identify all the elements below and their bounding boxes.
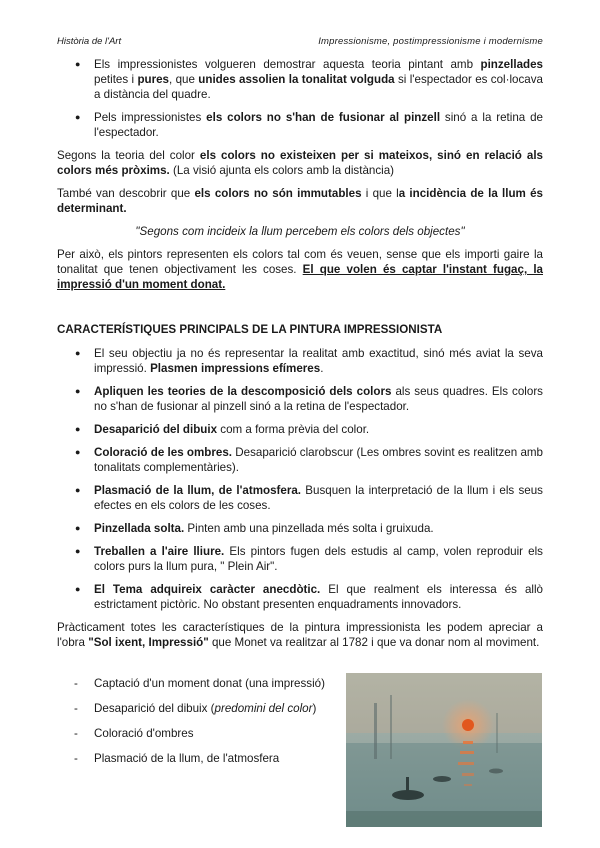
list-item: - Plasmació de la llum, de l'atmosfera [57, 751, 543, 766]
section-heading: CARACTERÍSTIQUES PRINCIPALS DE LA PINTURA IMPRESSIONISTA [57, 323, 443, 336]
header-left: Història de l'Art [57, 36, 122, 47]
quote: "Segons com incideix la llum percebem els colors dels objectes" [135, 225, 465, 238]
list-item: ● Pels impressionistes els colors no s'han de fusionar al pinzell sinó a la retina de l'espectador. [57, 110, 543, 140]
paragraph-instant: Per això, els pintors representen els colors tal com és veuen, sense que els importi gaire la tonalitat que tenen objectivament les coses. El que volen és captar l'instant fugaç, la impressió d'un moment donat. [57, 248, 543, 291]
paragraph-monet: Pràcticament totes les característiques de la pintura impressionista les podem apreciar a l'obra "Sol ixent, Impressió" que Monet va realitzar al 1782 i que va donar nom al moviment. [57, 621, 543, 649]
paragraph-light: També van descobrir que els colors no són immutables i que la incidència de la llum és determinant. [57, 187, 543, 215]
impression-sunrise-painting [346, 673, 542, 827]
page-content [57, 57, 543, 776]
feature-item: ● Treballen a l'aire lliure. Els pintors fugen dels estudis al camp, volen reproduir els colors purs la llum pura, " Plein Air". [57, 544, 543, 574]
list-item: ● Els impressionistes volgueren demostrar aquesta teoria pintant amb pinzellades petites i pures, que unides assolien la tonalitat volguda si l'espectador es col·locava a distància del quadre. [57, 57, 543, 102]
list-item: - Desaparició del dibuix (predomini del color) [57, 701, 543, 716]
header-right: Impressionisme, postimpressionisme i modernisme [318, 36, 543, 47]
feature-item: ● Desaparició del dibuix com a forma prèvia del color. [57, 422, 543, 437]
feature-item: ● Coloració de les ombres. Desaparició clarobscur (Les ombres sovint es realitzen amb tonalitats complementàries). [57, 445, 543, 475]
intro-bullets [57, 57, 543, 140]
feature-item: ● El Tema adquireix caràcter anecdòtic. El que realment els interessa és allò estrictament pictòric. No obstant presenten enquadraments innovadors. [57, 582, 543, 612]
list-item: - Coloració d'ombres [57, 726, 543, 741]
feature-item: ● El seu objectiu ja no és representar la realitat amb exactitud, sinó més aviat la seva impressió. Plasmen impressions efímeres. [57, 346, 543, 376]
list-item: - Captació d'un moment donat (una impressió) [57, 676, 543, 691]
paragraph-color-theory: Segons la teoria del color els colors no existeixen per si mateixos, sinó en relació als colors més pròxims. (La visió ajunta els colors amb la distància) [57, 149, 543, 177]
features-list [57, 346, 543, 612]
feature-item: ● Apliquen les teories de la descomposició dels colors als seus quadres. Els colors no s'han de fusionar al pinzell sinó a la retina de l'espectador. [57, 384, 543, 414]
feature-item: ● Pinzellada solta. Pinten amb una pinzellada més solta i gruixuda. [57, 521, 543, 536]
feature-item: ● Plasmació de la llum, de l'atmosfera. Busquen la interpretació de la llum i els seus efectes en els colors de les coses. [57, 483, 543, 513]
